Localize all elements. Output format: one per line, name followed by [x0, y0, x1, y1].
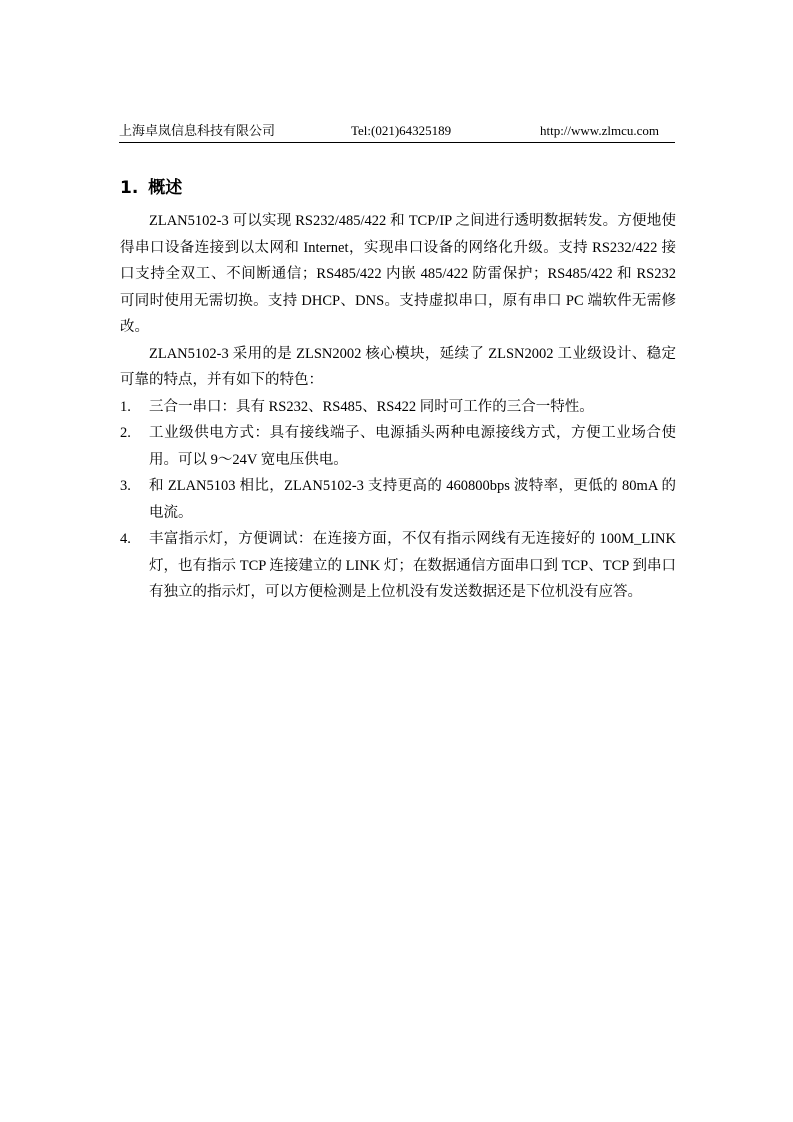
- list-item-text: 和 ZLAN5103 相比，ZLAN5102-3 支持更高的 460800bps 波特率，更低的 80mA 的电流。: [149, 478, 676, 521]
- list-marker: 3.: [120, 478, 131, 494]
- feature-list: [120, 394, 676, 606]
- section-heading: [120, 176, 182, 200]
- header-url[interactable]: http://www.zlmcu.com: [539, 123, 659, 138]
- list-item-text: 三合一串口：具有 RS232、RS485、RS422 同时可工作的三合一特性。: [149, 398, 594, 415]
- list-item: [120, 394, 676, 421]
- paragraph-features-intro: ZLAN5102-3 采用的是 ZLSN2002 核心模块，延续了 ZLSN2002 工业级设计、稳定可靠的特点，并有如下的特色：: [120, 345, 676, 388]
- page-header: [119, 120, 675, 143]
- list-item-text: 丰富指示灯，方便调试：在连接方面，不仅有指示网线有无连接好的 100M_LINK 灯，也有指示 TCP 连接建立的 LINK 灯；在数据通信方面串口到 TCP、TCP 到串口有独立的指示灯，可以方便检测是上位机没有发送数据还是下位机没有应答。: [149, 531, 676, 600]
- list-item-text: 工业级供电方式：具有接线端子、电源插头两种电源接线方式，方便工业场合使用。可以 9～24V 宽电压供电。: [149, 425, 676, 468]
- section-title: 概述: [148, 178, 183, 198]
- header-tel: Tel:(021)64325189: [351, 123, 452, 138]
- paragraph-intro: ZLAN5102-3 可以实现 RS232/485/422 和 TCP/IP 之间进行透明数据转发。方便地使得串口设备连接到以太网和 Internet，实现串口设备的网络化升级。支持 RS232/422 接口支持全双工、不间断通信；RS485/422 内嵌 485/422 防雷保护；RS485/422 和 RS232 可同时使用无需切换。支持 DHCP、DNS。支持虚拟串口，原有串口 PC 端软件无需修改。: [120, 213, 676, 335]
- list-marker: 1.: [120, 398, 131, 415]
- header-company: 上海卓岚信息科技有限公司: [119, 123, 276, 138]
- list-item: [120, 473, 676, 526]
- list-marker: 4.: [120, 531, 131, 547]
- list-item: [120, 420, 676, 473]
- list-marker: 2.: [120, 425, 131, 441]
- list-item: [120, 526, 676, 606]
- section-number: 1.: [120, 178, 139, 198]
- section-body: [120, 208, 676, 606]
